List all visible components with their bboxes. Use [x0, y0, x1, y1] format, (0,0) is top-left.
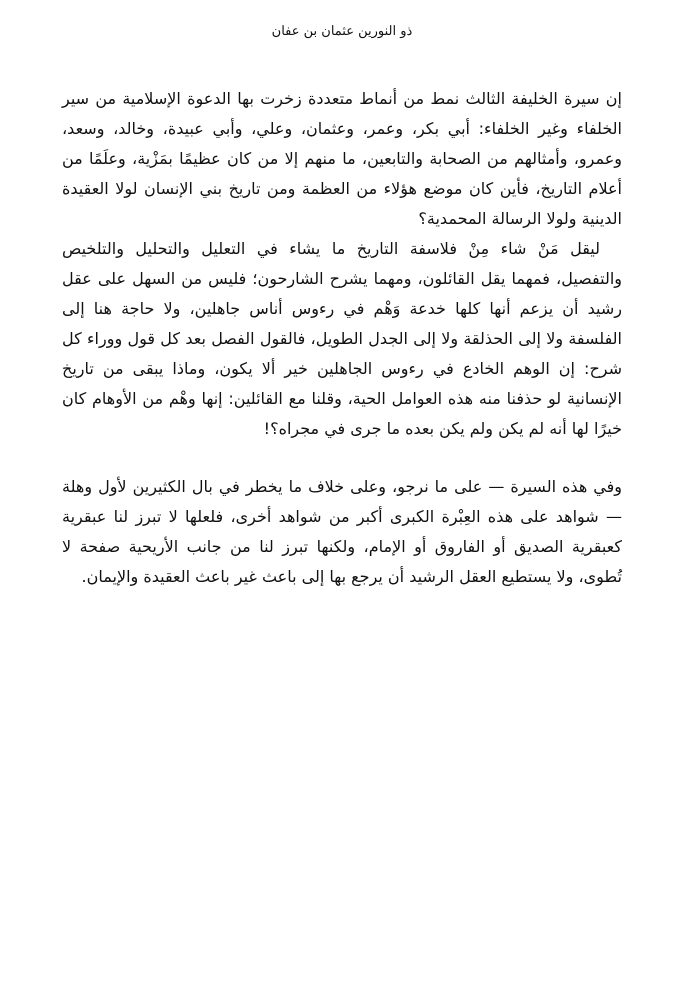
running-header-title: ذو النورين عثمان بن عفان — [271, 24, 413, 39]
paragraph-3: وفي هذه السيرة — على ما نرجو، وعلى خلاف ما يخطر في بال الكثيرين لأول وهلة — شواهد على هذه العِبْرة الكبرى أكبر من شواهد أخرى، فلعلها لا تبرز لنا عبقرية كعبقرية الصديق أو الفاروق أو الإمام، ولكنها تبرز لنا من جانب الأريحية صفحة لا تُطوى، ولا يستطيع العقل الرشيد أن يرجع بها إلى باعث غير باعث العقيدة والإيمان. — [62, 477, 622, 586]
paragraph-2: ليقل مَنْ شاء مِنْ فلاسفة التاريخ ما يشاء في التعليل والتحليل والتلخيص والتفصيل، فمهما يقل القائلون، ومهما يشرح الشارحون؛ فليس من السهل على عقل رشيد أن يزعم أنها كلها خدعة وَهْم في رءوس أناس جاهلين، ولا حاجة هنا إلى الفلسفة ولا إلى الحذلقة ولا إلى الجدل الطويل، فالقول الفصل بعد كل قول ووراء كل شرح: إن الوهم الخادع في رءوس الجاهلين خير ألا يكون، وماذا يبقى من تاريخ الإنسانية لو حذفنا منه هذه العوامل الحية، وقلنا مع القائلين: إنها وهْم من الأوهام كان خيرًا لها أنه لم يكن ولم يكن بعده ما جرى في مجراه؟! — [62, 239, 622, 438]
paragraph-1: إن سيرة الخليفة الثالث نمط من أنماط متعددة زخرت بها الدعوة الإسلامية من سير الخلفاء وغير الخلفاء: أبي بكر، وعمر، وعثمان، وعلي، وأبي عبيدة، وخالد، وسعد، وعمرو، وأمثالهم من الصحابة والتابعين، ما منهم إلا من كان عظيمًا بمَزْية، وعلَمًا من أعلام التاريخ، فأين كان موضع هؤلاء من العظمة ومن تاريخ بني الإنسان لولا العقيدة الدينية ولولا الرسالة المحمدية؟ — [62, 89, 622, 228]
body-text — [62, 84, 622, 592]
